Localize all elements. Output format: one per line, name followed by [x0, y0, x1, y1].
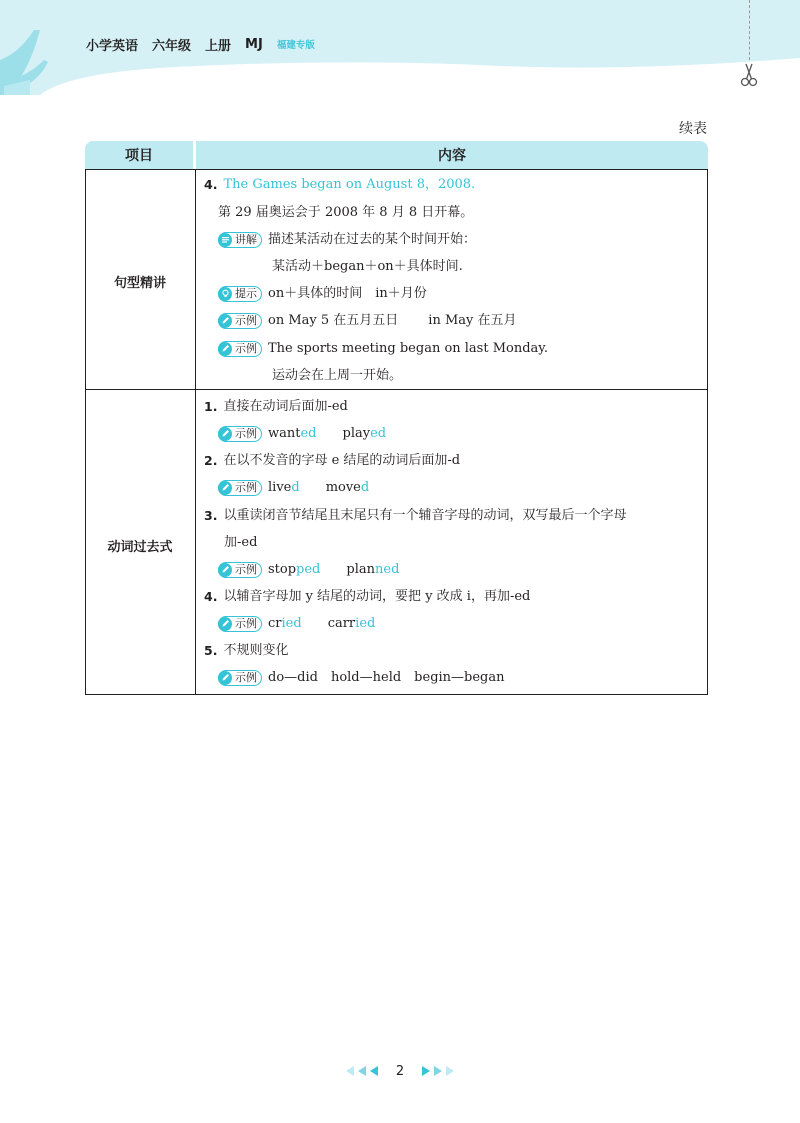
- example-text: The sports meeting began on last Monday.: [268, 341, 549, 356]
- header-volume: 上册: [205, 38, 232, 54]
- rule-line: [204, 589, 530, 605]
- pencil-icon: [218, 342, 232, 356]
- example-line-1: [218, 313, 516, 329]
- explain-tag: [218, 232, 262, 248]
- rule-number: 1.: [204, 399, 218, 414]
- example-word: cried: [268, 616, 302, 631]
- explain-icon: [218, 233, 232, 247]
- cut-line: [749, 0, 750, 60]
- header-publisher: MJ: [245, 36, 263, 52]
- example-word: planned: [346, 562, 400, 577]
- example-translation-line: [272, 368, 402, 384]
- explain-line: [218, 232, 476, 248]
- example-tag-label: 示例: [235, 617, 257, 630]
- example-word: moved: [325, 480, 370, 495]
- example-text: in May 在五月: [428, 313, 517, 328]
- explain-tag-label: 讲解: [235, 233, 257, 246]
- header-grade: 六年级: [152, 38, 192, 54]
- rule-text: 不规则变化: [223, 643, 289, 658]
- example-tag: [218, 426, 262, 442]
- rule-number: 5.: [204, 643, 218, 658]
- scissors-icon: [739, 62, 759, 88]
- running-header: [86, 36, 315, 52]
- category-past-tense: 动词过去式: [107, 540, 173, 555]
- example-tag: [218, 313, 262, 329]
- example-tag: [218, 670, 262, 686]
- column-divider: [195, 169, 196, 695]
- rule-line: [204, 508, 626, 524]
- column-header-item: 项目: [85, 141, 193, 169]
- item-number: 4.: [204, 177, 218, 192]
- pencil-icon: [218, 671, 232, 685]
- example-tag-label: 示例: [235, 563, 257, 576]
- irregular-examples: do—did hold—held begin—began: [268, 670, 505, 685]
- tip-text: on＋具体的时间 in＋月份: [268, 286, 427, 301]
- pencil-icon: [218, 563, 232, 577]
- example-tag-label: 示例: [235, 314, 257, 327]
- example-word: played: [342, 426, 387, 441]
- rule-text: 加-ed: [224, 535, 258, 550]
- rule-line: [204, 399, 348, 415]
- example-tag-label: 示例: [235, 671, 257, 684]
- sentence-translation: [218, 205, 473, 221]
- row-divider: [85, 389, 708, 390]
- right-arrows-icon: [418, 1066, 454, 1076]
- rule-text: 直接在动词后面加-ed: [223, 399, 348, 414]
- page-number: 2: [395, 1063, 405, 1079]
- explain-text: 描述某活动在过去的某个时间开始：: [268, 232, 477, 247]
- rule-example-line: [218, 426, 386, 442]
- example-word: lived: [268, 480, 300, 495]
- example-tag: [218, 616, 262, 632]
- grammar-table: [85, 141, 708, 695]
- tip-tag: [218, 286, 262, 302]
- example-tag-label: 示例: [235, 342, 257, 355]
- left-arrows-icon: [346, 1066, 382, 1076]
- continuation-label: 续表: [679, 121, 707, 137]
- page-footer: [0, 1062, 800, 1080]
- formula-text: 某活动＋began＋on＋具体时间.: [272, 259, 463, 274]
- header-edition: 福建专版: [276, 40, 315, 51]
- example-tag: [218, 480, 262, 496]
- pencil-icon: [218, 617, 232, 631]
- formula-line: [272, 259, 463, 275]
- rule-text: 以重读闭音节结尾且末尾只有一个辅音字母的动词，双写最后一个字母: [223, 508, 627, 523]
- tip-line: [218, 286, 427, 302]
- rule-line: [204, 453, 460, 469]
- example-tag-label: 示例: [235, 481, 257, 494]
- rule-example-line: [218, 562, 399, 578]
- rule-number: 3.: [204, 508, 218, 523]
- column-header-content: 内容: [196, 141, 708, 169]
- pencil-icon: [218, 314, 232, 328]
- example-translation: 运动会在上周一开始。: [272, 368, 403, 383]
- rule-text: 以辅音字母加 y 结尾的动词，要把 y 改成 i，再加-ed: [223, 589, 531, 604]
- rule-example-line: [218, 616, 375, 632]
- rule-number: 4.: [204, 589, 218, 604]
- example-tag-label: 示例: [235, 427, 257, 440]
- rule-number: 2.: [204, 453, 218, 468]
- example-tag: [218, 341, 262, 357]
- example-word: stopped: [268, 562, 321, 577]
- rule-text-continued: [224, 535, 257, 551]
- example-line-2: [218, 341, 548, 357]
- rule-line: [204, 643, 288, 659]
- rule-example-line: [218, 670, 505, 686]
- pencil-icon: [218, 481, 232, 495]
- rule-text: 在以不发音的字母 e 结尾的动词后面加-d: [223, 453, 461, 468]
- category-sentence-pattern: 句型精讲: [113, 276, 166, 291]
- tip-tag-label: 提示: [235, 287, 257, 300]
- example-tag: [218, 562, 262, 578]
- example-word: carried: [327, 616, 376, 631]
- translation-text: 第 29 届奥运会于 2008 年 8 月 8 日开幕。: [218, 205, 474, 220]
- header-subject: 小学英语: [86, 38, 139, 54]
- example-word: wanted: [268, 426, 317, 441]
- lightbulb-icon: [218, 287, 232, 301]
- pencil-icon: [218, 427, 232, 441]
- sentence-line: [204, 177, 475, 193]
- key-sentence: The Games began on August 8，2008.: [223, 177, 476, 192]
- rule-example-line: [218, 480, 369, 496]
- example-text: on May 5 在五月五日: [268, 313, 399, 328]
